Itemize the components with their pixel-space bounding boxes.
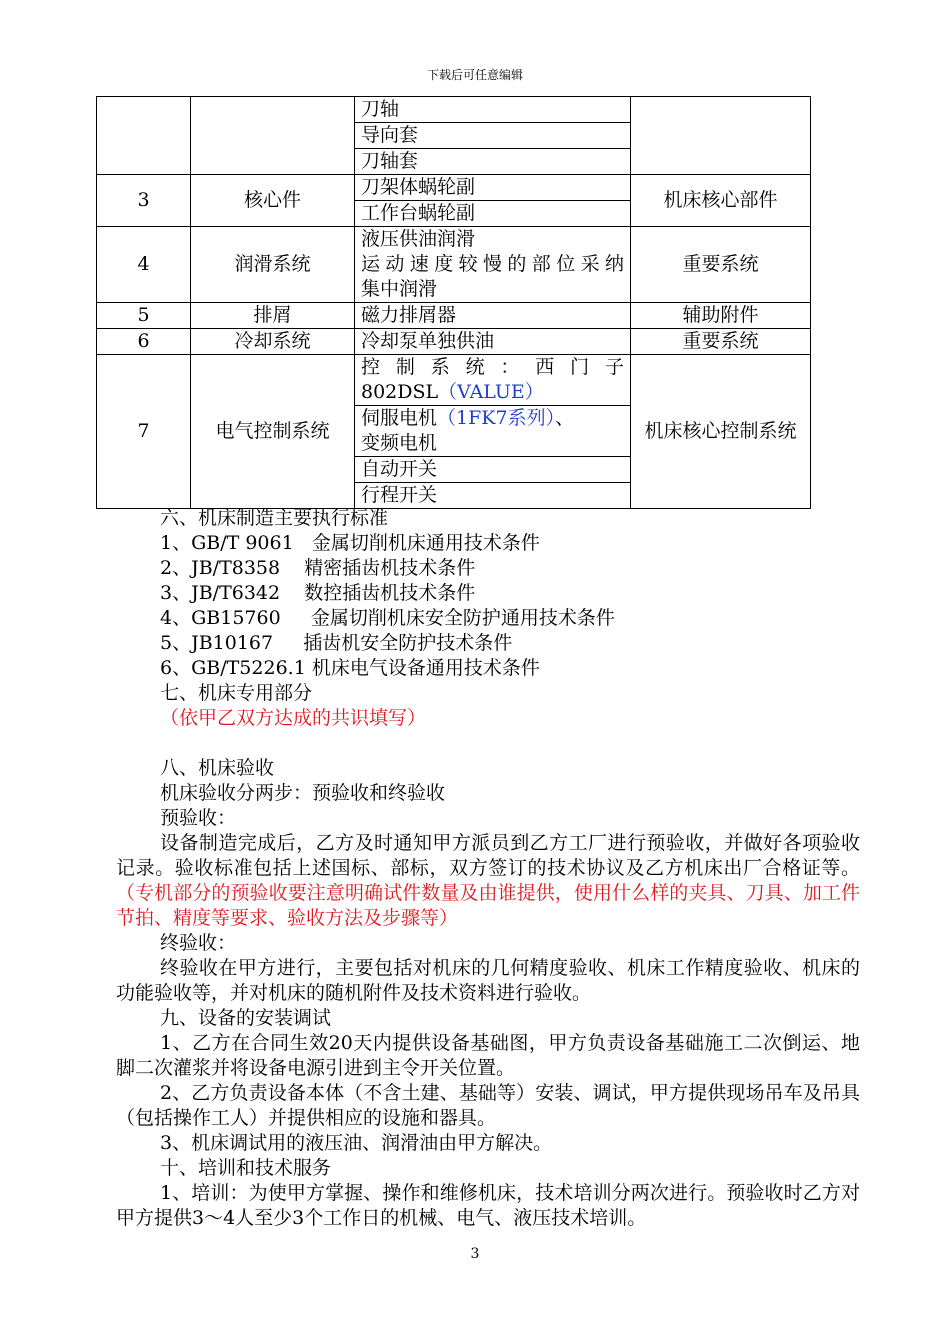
cell-name: 核心件 — [191, 175, 355, 227]
table-row — [97, 355, 811, 406]
paragraph: 终验收在甲方进行，主要包括对机床的几何精度验收、机床工作精度验收、机床的功能验收等，并对机床的随机附件及技术资料进行验收。 — [116, 957, 860, 1004]
cell-name: 润滑系统 — [191, 227, 355, 303]
cell-no: 4 — [97, 227, 191, 303]
cell-part: 行程开关 — [355, 483, 631, 509]
table-row — [97, 175, 811, 201]
cell-name: 冷却系统 — [191, 329, 355, 355]
paragraph — [116, 831, 860, 931]
cell-note: 机床核心部件 — [631, 175, 811, 227]
cell-part: 刀轴 — [355, 97, 631, 123]
section-title: 九、设备的安装调试 — [160, 1007, 332, 1029]
cell-note: 辅助附件 — [631, 303, 811, 329]
standard-item: 5、JB10167 插齿机安全防护技术条件 — [160, 632, 513, 654]
standard-item: 1、GB/T 9061 金属切削机床通用技术条件 — [160, 532, 540, 554]
part-line: 运动速度较慢的部位采纳 — [361, 253, 624, 275]
cell-part: 磁力排屑器 — [355, 303, 631, 329]
table-row — [97, 227, 811, 303]
part-text: 伺服电机 — [361, 407, 438, 429]
model-variant: （VALUE） — [438, 381, 544, 403]
cell-name: 电气控制系统 — [191, 355, 355, 509]
cell-note: 重要系统 — [631, 329, 811, 355]
table-row — [97, 329, 811, 355]
part-line — [361, 380, 624, 405]
cell-part: 刀轴套 — [355, 149, 631, 175]
paragraph: 1、乙方在合同生效20天内提供设备基础图，甲方负责设备基础施工二次倒运、地脚二次灌浆并将设备电源引进到主令开关位置。 — [116, 1032, 860, 1079]
cell-part: 刀架体蜗轮副 — [355, 175, 631, 201]
table-row — [97, 97, 811, 123]
part-line: 控制系统：西门子 — [361, 356, 624, 378]
part-line — [361, 406, 624, 431]
paragraph: 机床验收分两步：预验收和终验收 — [160, 782, 446, 804]
cell-part: 工作台蜗轮副 — [355, 201, 631, 227]
standard-item: 6、GB/T5226.1 机床电气设备通用技术条件 — [160, 657, 540, 679]
cell-part: 自动开关 — [355, 457, 631, 483]
cell-part — [355, 406, 631, 457]
model-series: （1FK7系列） — [437, 407, 556, 429]
spacer — [116, 731, 860, 756]
model-text: 802DSL — [361, 381, 439, 403]
section-note: （依甲乙双方达成的共识填写） — [160, 707, 427, 729]
paragraph-note: （专机部分的预验收要注意明确试件数量及由谁提供，使用什么样的夹具、刀具、加工件节拍、精度等要求、验收方法及步骤等） — [116, 882, 860, 929]
subsection-title: 预验收： — [160, 807, 237, 829]
cell-note — [631, 97, 811, 175]
table-row — [97, 303, 811, 329]
page-number: 3 — [470, 1246, 480, 1262]
page-header: 下载后可任意编辑 — [426, 68, 523, 82]
cell-no: 6 — [97, 329, 191, 355]
cell-part: 导向套 — [355, 123, 631, 149]
part-text: 、 — [555, 407, 575, 429]
standard-item: 2、JB/T8358 精密插齿机技术条件 — [160, 557, 476, 579]
cell-name — [191, 97, 355, 175]
paragraph: 1、培训：为使甲方掌握、操作和维修机床，技术培训分两次进行。预验收时乙方对甲方提供3～4人至少3个工作日的机械、电气、液压技术培训。 — [116, 1182, 860, 1229]
cell-no: 3 — [97, 175, 191, 227]
subsection-title: 终验收： — [160, 932, 237, 954]
part-line: 集中润滑 — [361, 278, 438, 300]
component-table — [96, 96, 811, 509]
section-title: 六、机床制造主要执行标准 — [160, 507, 389, 529]
standard-item: 4、GB15760 金属切削机床安全防护通用技术条件 — [160, 607, 615, 629]
document-body — [116, 506, 860, 1231]
cell-note: 机床核心控制系统 — [631, 355, 811, 509]
part-line: 液压供油润滑 — [361, 228, 476, 250]
paragraph: 3、机床调试用的液压油、润滑油由甲方解决。 — [160, 1132, 553, 1154]
paragraph-text: 设备制造完成后，乙方及时通知甲方派员到乙方工厂进行预验收，并做好各项验收记录。验收标准包括上述国标、部标，双方签订的技术协议及乙方机床出厂合格证等。 — [116, 832, 860, 879]
standard-item: 3、JB/T6342 数控插齿机技术条件 — [160, 582, 476, 604]
cell-no — [97, 97, 191, 175]
cell-no: 7 — [97, 355, 191, 509]
section-title: 十、培训和技术服务 — [160, 1157, 332, 1179]
cell-name: 排屑 — [191, 303, 355, 329]
part-line: 变频电机 — [361, 432, 438, 454]
cell-part — [355, 355, 631, 406]
cell-part: 冷却泵单独供油 — [355, 329, 631, 355]
cell-note: 重要系统 — [631, 227, 811, 303]
section-title: 七、机床专用部分 — [160, 682, 313, 704]
cell-part — [355, 227, 631, 303]
paragraph: 2、乙方负责设备本体（不含土建、基础等）安装、调试，甲方提供现场吊车及吊具（包括操作工人）并提供相应的设施和器具。 — [116, 1082, 860, 1129]
section-title: 八、机床验收 — [160, 757, 275, 779]
cell-no: 5 — [97, 303, 191, 329]
